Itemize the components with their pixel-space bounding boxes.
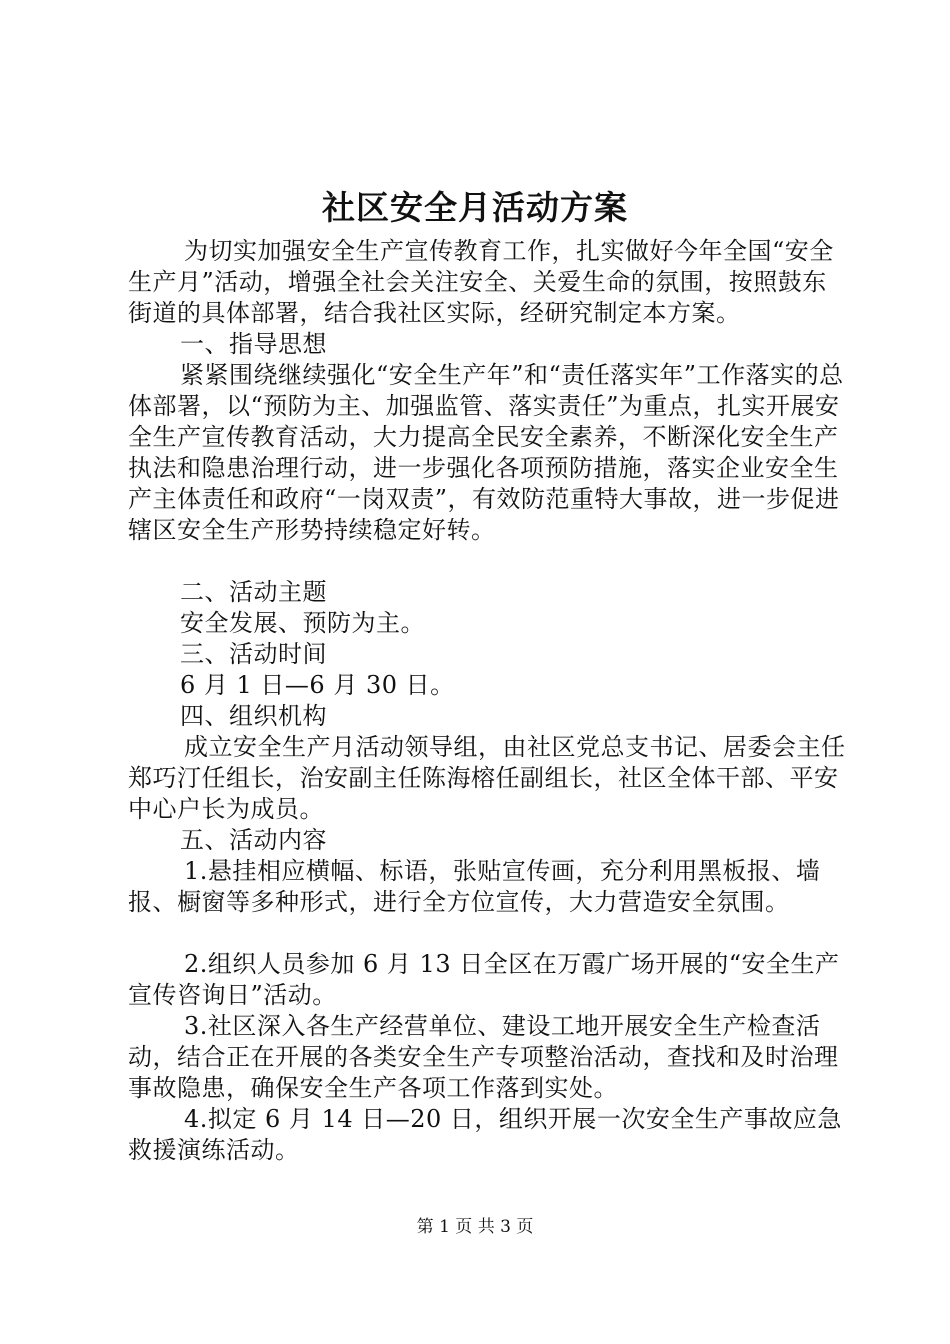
section-body-guiding-ideology <box>128 360 848 546</box>
section-heading-time: 三、活动时间 <box>180 640 327 668</box>
document-title: 社区安全月活动方案 <box>322 188 628 227</box>
section-heading-activities: 五、活动内容 <box>180 826 327 854</box>
section-body-organization: 成立安全生产月活动领导组，由社区党总支书记、居委会主任郑巧汀任组长，治安副主任陈海榕任副组长，社区全体干部、平安中心户长为成员。 <box>128 733 846 823</box>
activity-item-3: 3.社区深入各生产经营单位、建设工地开展安全生产检查活动，结合正在开展的各类安全生产专项整治活动，查找和及时治理事故隐患，确保安全生产各项工作落到实处。 <box>128 1012 839 1102</box>
guiding-ideology-text: 紧紧围绕继续强化“安全生产年”和“责任落实年”工作落实的总体部署，以“预防为主、加强监管、落实责任”为重点，扎实开展安全生产宣传教育活动，大力提高全民安全素养，不断深化安全生产执法和隐患治理行动，进一步强化各项预防措施，落实企业安全生产主体责任和政府“一岗双责”，有效防范重特大事故，进一步促进辖区安全生产形势持续稳定好转。 <box>128 361 844 544</box>
activity-item-4: 4.拟定 6 月 14 日—20 日，组织开展一次安全生产事故应急救援演练活动。 <box>128 1105 842 1164</box>
section-body-time: 6 月 1 日—6 月 30 日。 <box>180 671 455 699</box>
activity-item-2: 2.组织人员参加 6 月 13 日全区在万霞广场开展的“安全生产宣传咨询日”活动。 <box>128 950 840 1009</box>
activity-item-1: 1.悬挂相应横幅、标语，张贴宣传画，充分利用黑板报、墙报、橱窗等多种形式，进行全方位宣传，大力营造安全氛围。 <box>128 857 821 916</box>
section-heading-organization: 四、组织机构 <box>180 702 327 730</box>
document-body <box>128 236 848 1166</box>
intro-paragraph: 为切实加强安全生产宣传教育工作，扎实做好今年全国“安全生产月”活动，增强全社会关注安全、关爱生命的氛围，按照鼓东街道的具体部署，结合我社区实际，经研究制定本方案。 <box>128 237 834 327</box>
section-body-theme: 安全发展、预防为主。 <box>180 609 425 637</box>
page-indicator: 第 1 页 共 3 页 <box>416 1217 534 1237</box>
section-heading-theme: 二、活动主题 <box>180 578 327 606</box>
section-heading-guiding-ideology: 一、指导思想 <box>180 330 327 358</box>
